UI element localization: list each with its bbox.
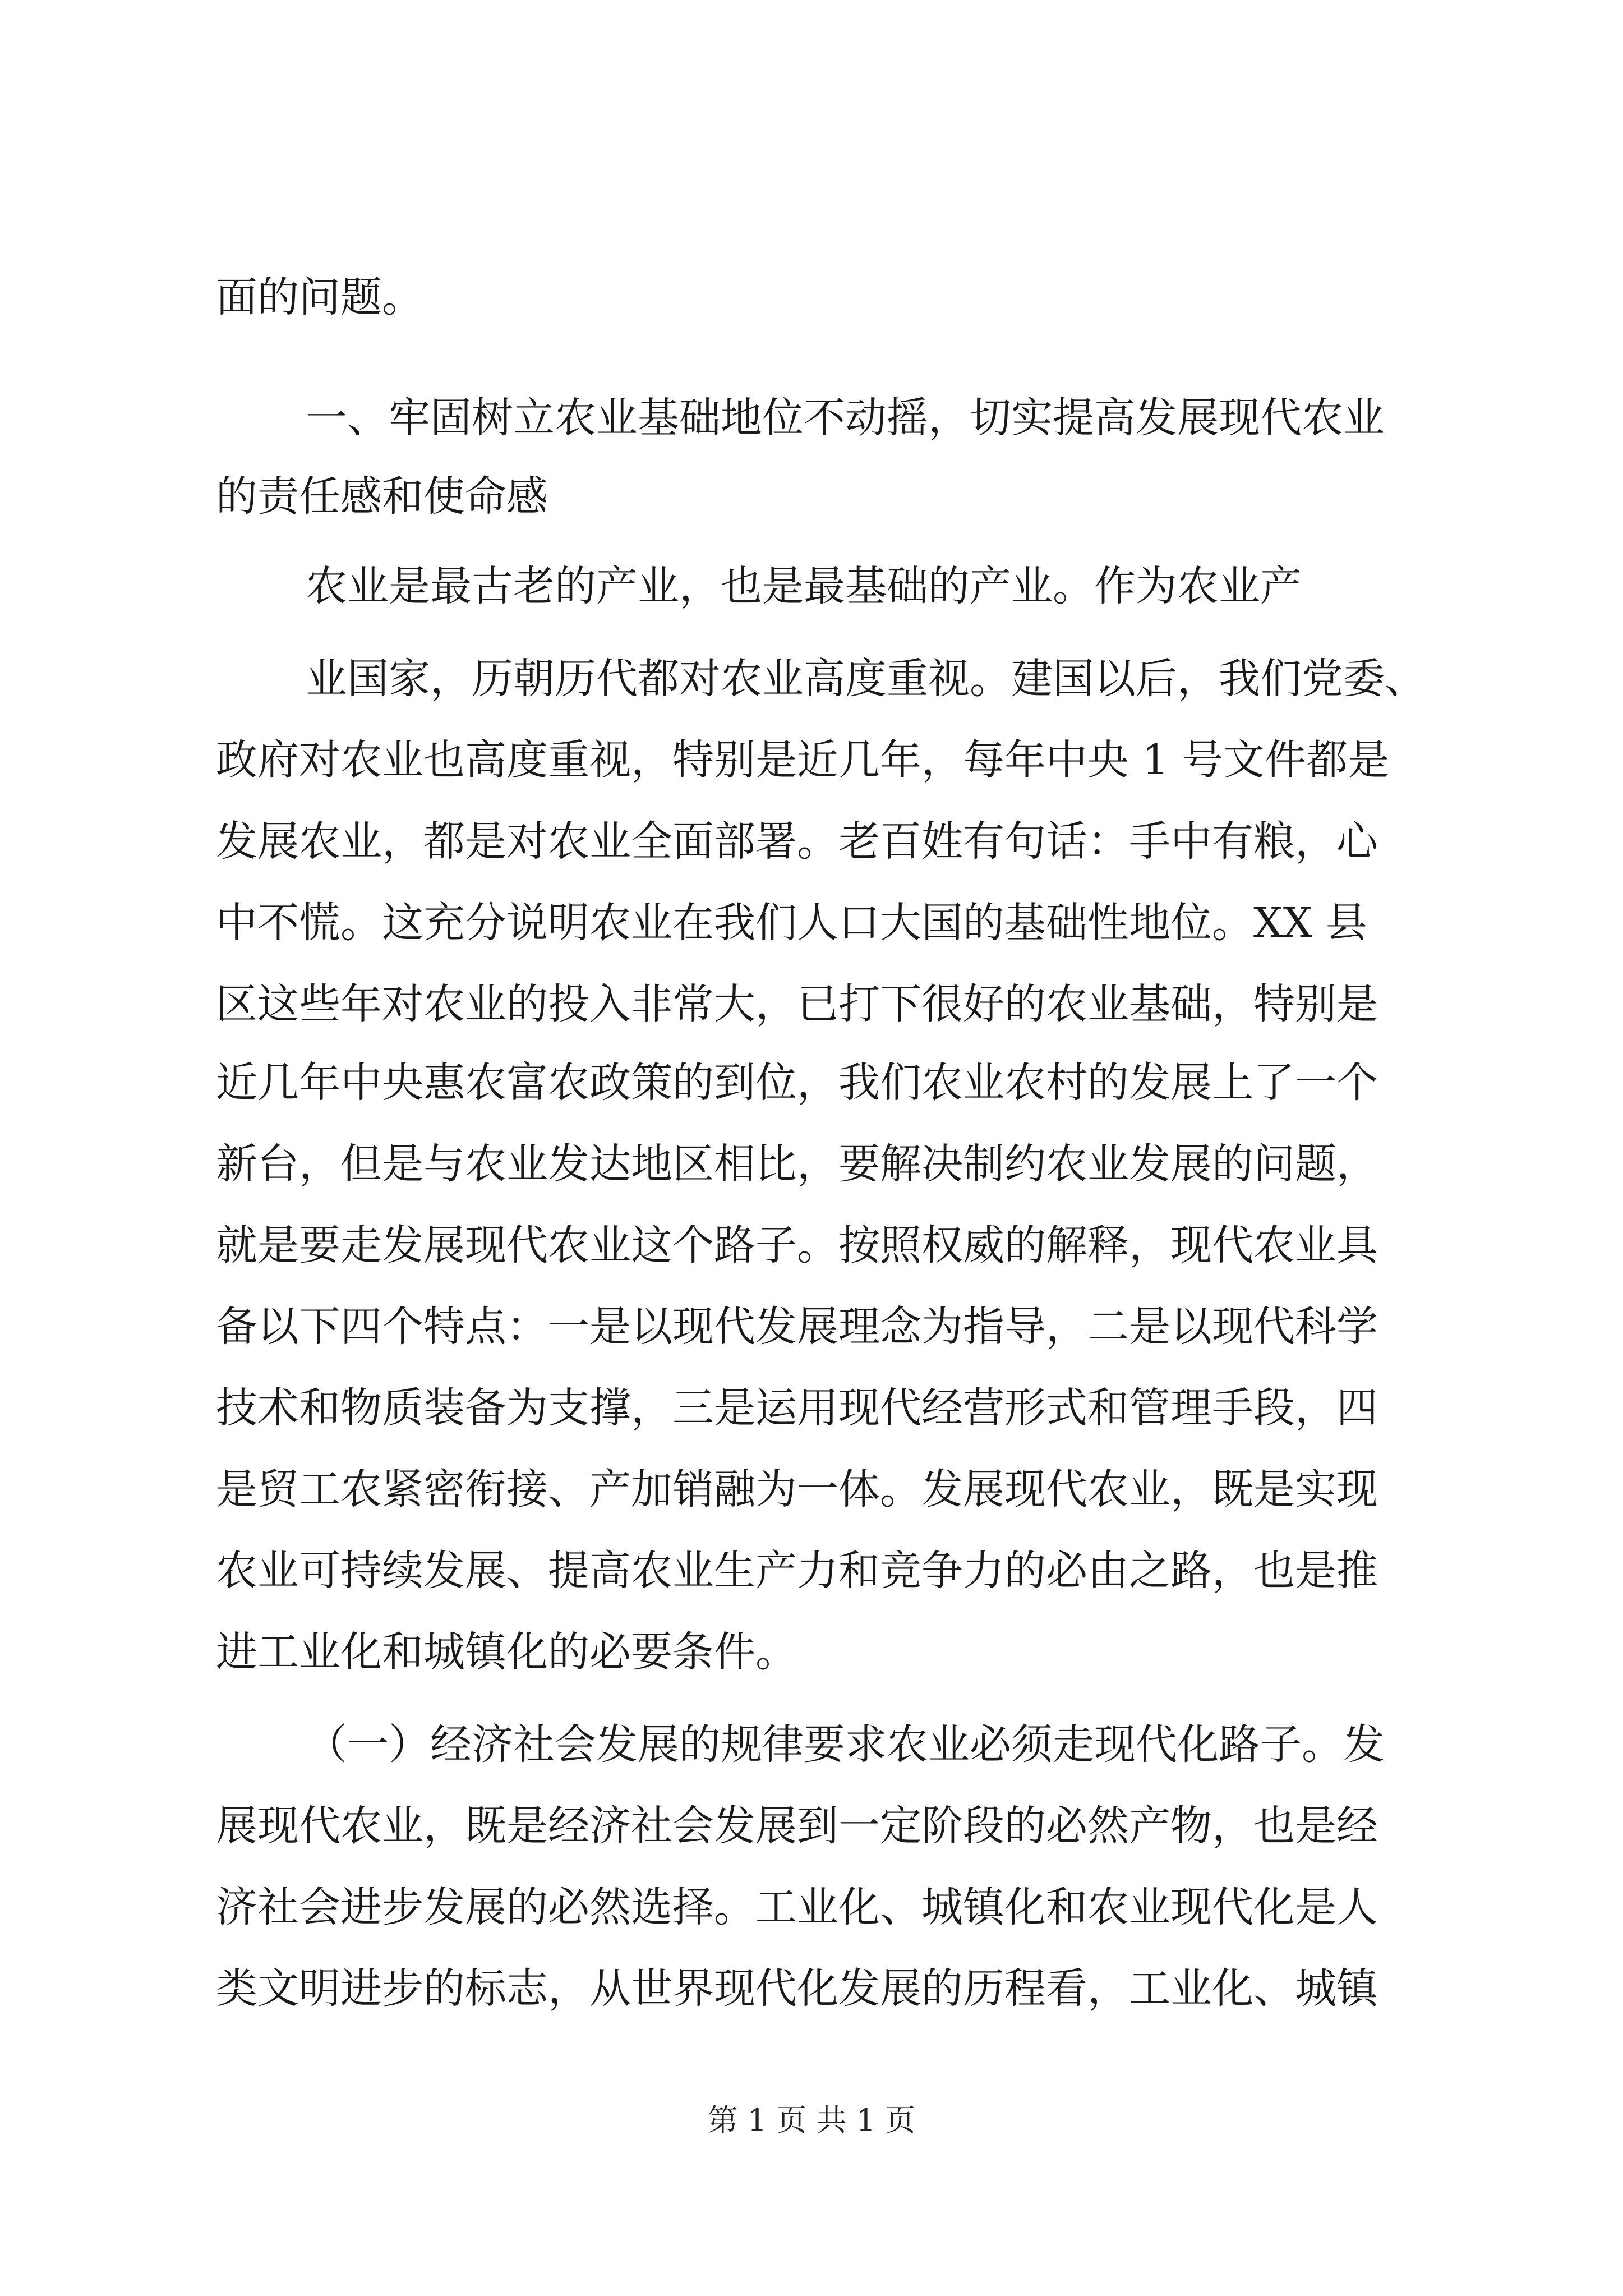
text-line-3: 的责任感和使命感 (216, 472, 548, 521)
text-line-13: 备以下四个特点：一是以现代发展理念为指导，二是以现代科学 (216, 1303, 1378, 1351)
text-line-15: 是贸工农紧密衔接、产加销融为一体。发展现代农业，既是实现 (216, 1465, 1378, 1513)
text-line-19: 展现代农业，既是经济社会发展到一定阶段的必然产物，也是经 (216, 1802, 1378, 1850)
text-line-14: 技术和物质装备为支撑，三是运用现代经营形式和管理手段，四 (216, 1384, 1378, 1432)
text-line-11: 新台，但是与农业发达地区相比，要解决制约农业发展的问题， (216, 1140, 1378, 1188)
text-line-10: 近几年中央惠农富农政策的到位，我们农业农村的发展上了一个 (216, 1059, 1378, 1107)
text-line-6: 政府对农业也高度重视，特别是近几年，每年中央 1 号文件都是 (216, 736, 1390, 784)
text-line-21: 类文明进步的标志，从世界现代化发展的历程看，工业化、城镇 (216, 1964, 1378, 2013)
text-line-18: （一）经济社会发展的规律要求农业必须走现代化路子。发 (306, 1720, 1385, 1769)
text-line-20: 济社会进步发展的必然选择。工业化、城镇化和农业现代化是人 (216, 1883, 1378, 1931)
text-line-5: 业国家，历朝历代都对农业高度重视。建国以后，我们党委、 (306, 655, 1426, 703)
text-line-12: 就是要走发展现代农业这个路子。按照权威的解释，现代农业具 (216, 1221, 1378, 1269)
text-line-2: 一、牢固树立农业基础地位不动摇，切实提高发展现代农业 (306, 394, 1385, 442)
text-line-8: 中不慌。这充分说明农业在我们人口大国的基础性地位。XX 县 (216, 899, 1367, 947)
text-line-7: 发展农业，都是对农业全面部署。老百姓有句话：手中有粮，心 (216, 817, 1378, 866)
text-line-1: 面的问题。 (216, 273, 423, 321)
text-line-16: 农业可持续发展、提高农业生产力和竞争力的必由之路，也是推 (216, 1547, 1378, 1595)
text-line-9: 区这些年对农业的投入非常大，已打下很好的农业基础，特别是 (216, 980, 1378, 1028)
page-footer: 第 1 页 共 1 页 (707, 2102, 916, 2138)
text-line-4: 农业是最古老的产业，也是最基础的产业。作为农业产 (306, 562, 1302, 610)
text-line-17: 进工业化和城镇化的必要条件。 (216, 1628, 797, 1676)
